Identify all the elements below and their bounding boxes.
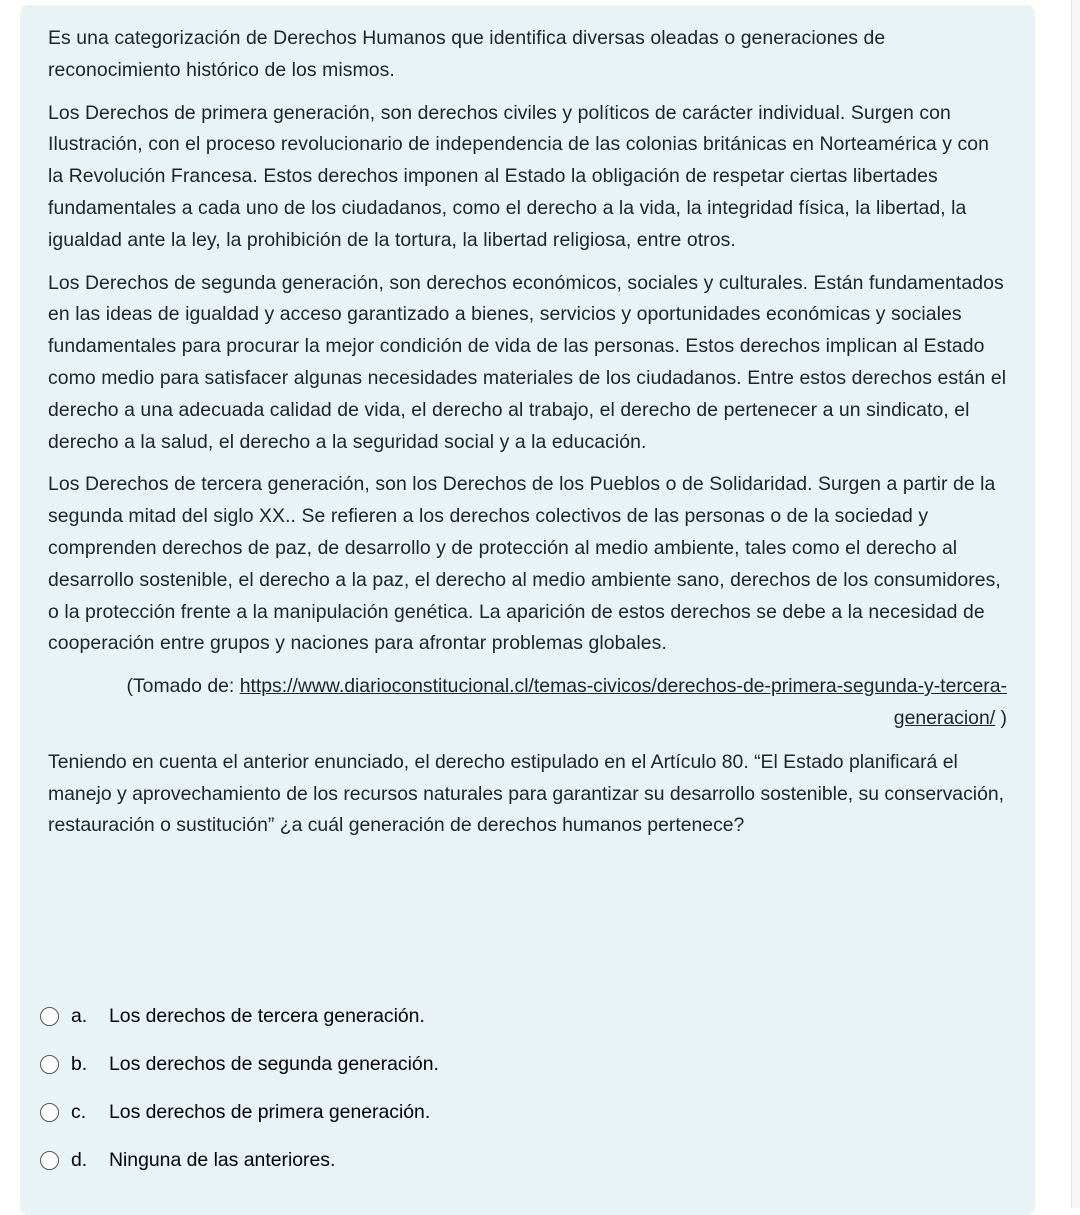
option-letter: a.	[71, 1004, 88, 1027]
option-a[interactable]	[40, 992, 439, 1040]
radio-button-d[interactable]	[40, 1151, 59, 1170]
page-scrollbar[interactable]	[1071, 0, 1080, 1208]
source-citation	[48, 671, 1007, 735]
radio-button-b[interactable]	[40, 1055, 59, 1074]
option-label[interactable]: Ninguna de las anteriores.	[109, 1148, 336, 1171]
intro-paragraph: Es una categorización de Derechos Humanos que identifica diversas oleadas o generaciones de reconocimiento histórico de los mismos.	[48, 27, 886, 81]
option-letter: d.	[71, 1148, 88, 1171]
option-c[interactable]	[40, 1088, 439, 1136]
option-letter: c.	[71, 1100, 87, 1123]
option-label[interactable]: Los derechos de tercera generación.	[109, 1004, 425, 1027]
option-d[interactable]	[40, 1136, 439, 1184]
option-label[interactable]: Los derechos de primera generación.	[109, 1100, 431, 1123]
source-prefix: (Tomado de:	[126, 675, 240, 698]
second-generation-paragraph: Los Derechos de segunda generación, son derechos económicos, sociales y culturales. Están fundamentados en las ideas de igualdad y acceso garantizado a bienes, servicios y oportunidades económicas y sociales fundamentales para procurar la mejor condición de vida de las personas. Estos derechos implican al Estado como medio para satisfacer algunas necesidades materiales de los ciudadanos. Entre estos derechos están el derecho a una adecuada calidad de vida, el derecho al trabajo, el derecho de pertenecer a un sindicato, el derecho a la salud, el derecho a la seguridad social y a la educación.	[48, 271, 1007, 453]
option-letter: b.	[71, 1052, 88, 1075]
question-text: Teniendo en cuenta el anterior enunciado, el derecho estipulado en el Artículo 80. “El Estado planificará el manejo y aprovechamiento de los recursos naturales para garantizar su desarrollo sostenible, su conservación, restauración o sustitución” ¿a cuál generación de derechos humanos pertenece?	[48, 750, 1005, 837]
first-generation-paragraph: Los Derechos de primera generación, son derechos civiles y políticos de carácter individual. Surgen con Ilustración, con el proceso revolucionario de independencia de las colonias británicas en Norteamérica y con la Revolución Francesa. Estos derechos imponen al Estado la obligación de respetar ciertas libertades fundamentales a cada uno de los ciudadanos, como el derecho a la vida, la integridad física, la libertad, la igualdad ante la ley, la prohibición de la tortura, la libertad religiosa, entre otros.	[48, 101, 989, 251]
answer-options	[40, 992, 439, 1184]
option-label[interactable]: Los derechos de segunda generación.	[109, 1052, 439, 1075]
source-link[interactable]: https://www.diarioconstitucional.cl/temas-civicos/derechos-de-primera-segunda-y-tercera-generacion/	[239, 675, 1007, 729]
option-b[interactable]	[40, 1040, 439, 1088]
third-generation-paragraph: Los Derechos de tercera generación, son los Derechos de los Pueblos o de Solidaridad. Surgen a partir de la segunda mitad del siglo XX.. Se refieren a los derechos colectivos de las personas o de la sociedad y comprenden derechos de paz, de desarrollo y de protección al medio ambiente, tales como el derecho al desarrollo sostenible, el derecho a la paz, el derecho al medio ambiente sano, derechos de los consumidores, o la protección frente a la manipulación genética. La aparición de estos derechos se debe a la necesidad de cooperación entre grupos y naciones para afrontar problemas globales.	[48, 473, 1001, 655]
radio-button-a[interactable]	[40, 1007, 59, 1026]
source-suffix: )	[995, 706, 1007, 729]
radio-button-c[interactable]	[40, 1103, 59, 1122]
